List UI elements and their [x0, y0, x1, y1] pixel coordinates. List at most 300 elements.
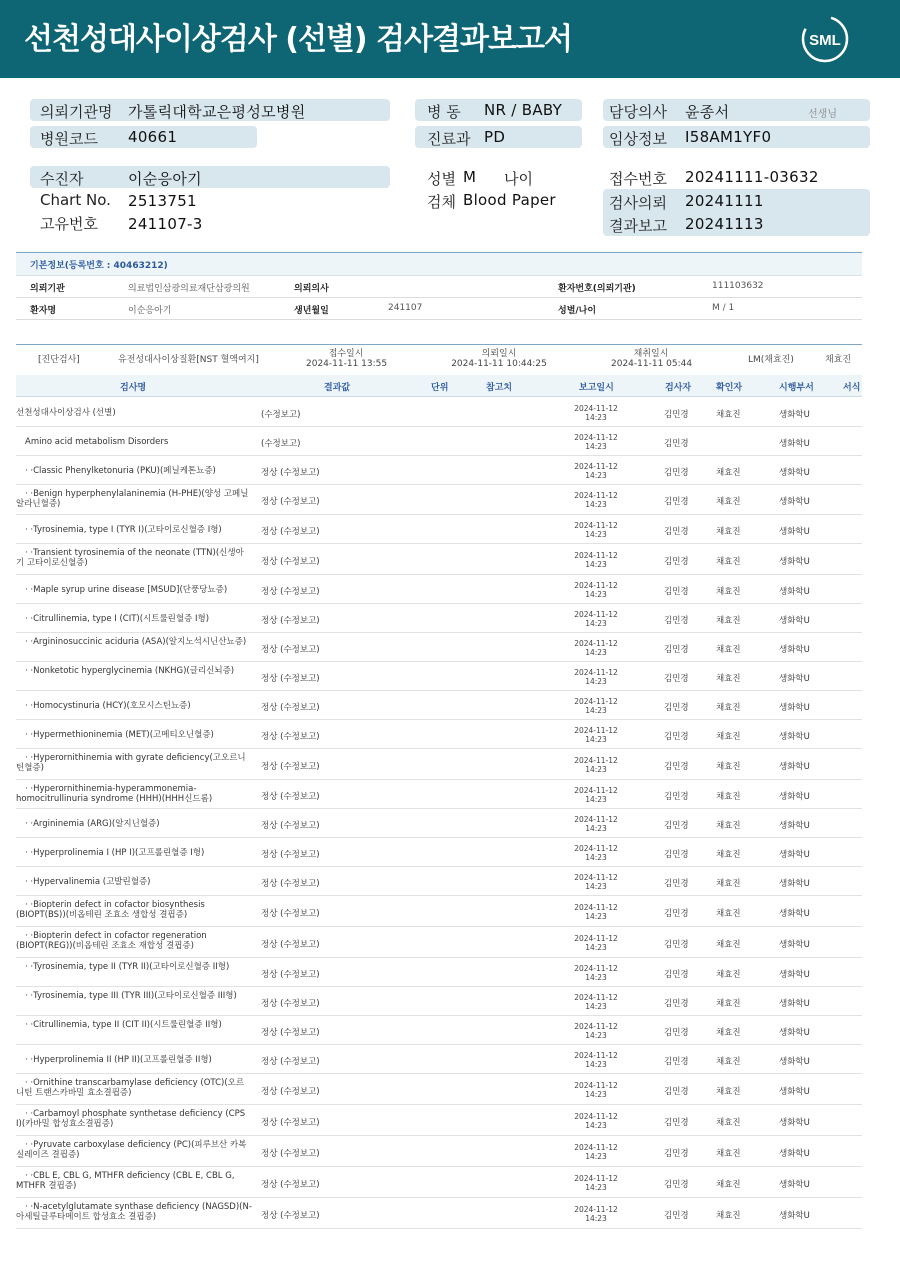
table-row [16, 485, 862, 515]
report-date: 2024-11-12 [574, 1022, 618, 1031]
department: 생화학U [779, 1118, 810, 1128]
tester: 김민경 [664, 527, 689, 537]
basic-value: 111103632 [712, 281, 764, 291]
report-date: 2024-11-12 [574, 726, 618, 735]
report-date: 2024-11-12 [574, 639, 618, 648]
test-name: Amino acid metabolism Disorders [25, 437, 169, 447]
report-date: 2024-11-12 [574, 521, 618, 530]
report-time: 14:23 [585, 442, 607, 451]
test-name: · ·Homocystinuria (HCY)(호모시스틴뇨증) [25, 701, 191, 711]
test-name: · ·Tyrosinemia, type III (TYR III)(고타이로신혈증 III형) [25, 991, 237, 1001]
diag-receipt-title: 접수일시 [328, 349, 364, 359]
table-row [16, 1045, 862, 1074]
department: 생화학U [779, 1211, 810, 1221]
doctor-suffix: 선생님 [808, 109, 837, 120]
confirmer: 채효진 [716, 1028, 741, 1038]
basic-value: 241107 [388, 303, 423, 313]
department: 생화학U [779, 970, 810, 980]
report-datetime [571, 786, 621, 804]
result-value: 정상 (수정보고) [261, 762, 320, 772]
tester: 김민경 [664, 587, 689, 597]
test-name: · ·Hypervalinemia (고발린혈증) [25, 877, 151, 887]
report-datetime [571, 1022, 621, 1040]
report-datetime [571, 903, 621, 921]
table-row [16, 927, 862, 958]
diagnostic-row [16, 344, 862, 374]
report-time: 14:23 [585, 973, 607, 982]
diag-label: [진단검사] [38, 355, 80, 365]
test-name: · ·Nonketotic hyperglycinemia (NKHG)(글리신뇌증) [25, 666, 235, 676]
report-date: 2024-11-12 [574, 903, 618, 912]
confirmer: 채효진 [716, 821, 741, 831]
diag-request [449, 349, 549, 369]
test-name: · ·Hyperornithinemia with gyrate deficiency(고오르니틴혈증) [16, 753, 246, 773]
basic-key: 환자명 [30, 306, 57, 316]
basic-key: 의뢰기관 [30, 284, 65, 294]
table-row [16, 1105, 862, 1136]
tester: 김민경 [664, 497, 689, 507]
report-time: 14:23 [585, 824, 607, 833]
basic-key: 생년월일 [294, 306, 329, 316]
department: 생화학U [779, 674, 810, 684]
result-value: 정상 (수정보고) [261, 940, 320, 950]
col-header: 시행부서 [779, 383, 814, 393]
department: 생화학U [779, 1087, 810, 1097]
result-value: 정상 (수정보고) [261, 1057, 320, 1067]
table-row [16, 1198, 862, 1229]
report-date: 2024-11-12 [574, 1081, 618, 1090]
test-name: · ·Tyrosinemia, type II (TYR II)(고타이로신혈증 II형) [25, 962, 230, 972]
confirmer: 채효진 [716, 732, 741, 742]
report-date: 2024-11-12 [574, 786, 618, 795]
report-title: 선천성대사이상검사 (선별) 검사결과보고서 [24, 22, 572, 57]
tester: 김민경 [664, 468, 689, 478]
test-name: · ·Transient tyrosinemia of the neonate (TTN)(신생아기 고타이로신혈증) [16, 548, 244, 568]
result-value: 정상 (수정보고) [261, 674, 320, 684]
diag-collect-value: 2024-11-11 05:44 [611, 359, 693, 369]
confirmer: 채효진 [716, 645, 741, 655]
basic-value: 의료법인삼광의료재단삼광의원 [128, 284, 250, 294]
patient-label: 수진자 [40, 170, 84, 188]
confirmer: 채효진 [716, 999, 741, 1009]
department: 생화학U [779, 557, 810, 567]
dept-value: PD [484, 128, 506, 146]
result-value: 정상 (수정보고) [261, 1211, 320, 1221]
report-time: 14:23 [585, 1121, 607, 1130]
table-row [16, 633, 862, 662]
department: 생화학U [779, 616, 810, 626]
hospital-label: 의뢰기관명 [40, 103, 113, 121]
result-value: (수정보고) [261, 439, 301, 449]
col-header: 검사자 [665, 383, 692, 393]
sex-value: M [463, 168, 477, 186]
confirmer: 채효진 [716, 616, 741, 626]
report-header [0, 0, 900, 78]
tester: 김민경 [664, 1087, 689, 1097]
tester: 김민경 [664, 1028, 689, 1038]
basic-info-title-bar [16, 252, 862, 276]
report-datetime [571, 462, 621, 480]
test-name: · ·Ornithine transcarbamylase deficiency (OTC)(오르니틴 트랜스카바밀 효소결핍증) [16, 1078, 245, 1098]
report-date: 2024-11-12 [574, 1051, 618, 1060]
report-datetime [571, 934, 621, 952]
diag-collect [611, 349, 691, 369]
clinical-value: I58AM1YF0 [685, 128, 772, 146]
tester: 김민경 [664, 1149, 689, 1159]
confirmer: 채효진 [716, 970, 741, 980]
diag-name: 유전성대사이상질환[NST 혈액여지] [118, 355, 259, 365]
confirmer: 채효진 [716, 879, 741, 889]
result-value: (수정보고) [261, 410, 301, 420]
receipt-label: 접수번호 [609, 170, 667, 188]
test-name: · ·Hyperornithinemia-hyperammonemia-homocitrullinuria syndrome (HHH)(HHH신드롬) [16, 784, 213, 804]
diag-receipt-value: 2024-11-11 13:55 [306, 359, 388, 369]
result-value: 정상 (수정보고) [261, 999, 320, 1009]
report-date: 2024-11-12 [574, 581, 618, 590]
report-time: 14:23 [585, 500, 607, 509]
confirmer: 채효진 [716, 850, 741, 860]
department: 생화학U [779, 439, 810, 449]
table-row [16, 427, 862, 456]
result-value: 정상 (수정보고) [261, 557, 320, 567]
report-date: 2024-11-12 [574, 815, 618, 824]
tester: 김민경 [664, 410, 689, 420]
tester: 김민경 [664, 439, 689, 449]
logo-text: SML [809, 32, 841, 49]
result-value: 정상 (수정보고) [261, 1149, 320, 1159]
table-row [16, 867, 862, 896]
basic-key: 의뢰의사 [294, 284, 329, 294]
report-date: 2024-11-12 [574, 462, 618, 471]
tester: 김민경 [664, 762, 689, 772]
confirmer: 채효진 [716, 940, 741, 950]
department: 생화학U [779, 879, 810, 889]
table-row [16, 544, 862, 575]
tester: 김민경 [664, 850, 689, 860]
diag-request-title: 의뢰일시 [481, 349, 517, 359]
confirmer: 채효진 [716, 527, 741, 537]
tester: 김민경 [664, 732, 689, 742]
test-name: · ·Biopterin defect in cofactor regeneration (BIOPT(REG))(비옵테린 조효소 재합성 결핍증) [16, 931, 207, 951]
report-time: 14:23 [585, 706, 607, 715]
report-value: 20241113 [685, 215, 764, 233]
report-time: 14:23 [585, 648, 607, 657]
table-row [16, 1074, 862, 1105]
department: 생화학U [779, 410, 810, 420]
tester: 김민경 [664, 1211, 689, 1221]
department: 생화학U [779, 587, 810, 597]
table-row [16, 604, 862, 633]
report-time: 14:23 [585, 677, 607, 686]
report-date: 2024-11-12 [574, 668, 618, 677]
basic-value: M / 1 [712, 303, 735, 313]
confirmer: 채효진 [716, 1087, 741, 1097]
result-value: 정상 (수정보고) [261, 850, 320, 860]
report-datetime [571, 844, 621, 862]
department: 생화학U [779, 468, 810, 478]
report-time: 14:23 [585, 560, 607, 569]
tester: 김민경 [664, 645, 689, 655]
department: 생화학U [779, 821, 810, 831]
request-label: 검사의뢰 [609, 194, 667, 212]
basic-info-title: 기본정보(등록번호 : 40463212) [30, 261, 168, 271]
result-value: 정상 (수정보고) [261, 792, 320, 802]
test-name: · ·Tyrosinemia, type I (TYR I)(고타이로신혈증 I형) [25, 525, 222, 535]
hospital-value: 가톨릭대학교은평성모병원 [128, 103, 306, 121]
department: 생화학U [779, 645, 810, 655]
report-datetime [571, 756, 621, 774]
chart-label: Chart No. [40, 191, 111, 209]
report-datetime [571, 1112, 621, 1130]
report-datetime [571, 1143, 621, 1161]
unique-label: 고유번호 [40, 215, 98, 233]
hospital-code-value: 40661 [128, 128, 178, 146]
report-time: 14:23 [585, 1002, 607, 1011]
report-datetime [571, 873, 621, 891]
report-datetime [571, 1081, 621, 1099]
result-value: 정상 (수정보고) [261, 1028, 320, 1038]
patient-value: 이순응아기 [128, 170, 202, 188]
report-time: 14:23 [585, 530, 607, 539]
report-date: 2024-11-12 [574, 1205, 618, 1214]
result-value: 정상 (수정보고) [261, 970, 320, 980]
report-date: 2024-11-12 [574, 844, 618, 853]
department: 생화학U [779, 940, 810, 950]
tester: 김민경 [664, 557, 689, 567]
tester: 김민경 [664, 703, 689, 713]
confirmer: 채효진 [716, 674, 741, 684]
report-datetime [571, 964, 621, 982]
report-date: 2024-11-12 [574, 610, 618, 619]
col-header: 참고치 [486, 383, 513, 393]
report-date: 2024-11-12 [574, 491, 618, 500]
tester: 김민경 [664, 999, 689, 1009]
table-row [16, 1016, 862, 1045]
test-name: · ·Maple syrup urine disease [MSUD](단풍당뇨증) [25, 585, 228, 595]
confirmer: 채효진 [716, 909, 741, 919]
table-row [16, 958, 862, 987]
report-time: 14:23 [585, 1214, 607, 1223]
report-date: 2024-11-12 [574, 1174, 618, 1183]
report-date: 2024-11-12 [574, 964, 618, 973]
test-name: · ·Argininosuccinic aciduria (ASA)(알지노석시닌산뇨증) [25, 637, 247, 647]
report-time: 14:23 [585, 795, 607, 804]
confirmer: 채효진 [716, 1057, 741, 1067]
test-name: · ·Biopterin defect in cofactor biosynthesis (BIOPT(BS))(비옵테린 조효소 생합성 결핍증) [16, 900, 205, 920]
report-datetime [571, 551, 621, 569]
report-datetime [571, 668, 621, 686]
result-value: 정상 (수정보고) [261, 468, 320, 478]
table-row [16, 691, 862, 720]
report-time: 14:23 [585, 619, 607, 628]
report-datetime [571, 993, 621, 1011]
doctor-value: 윤종서 [685, 103, 730, 121]
test-name: · ·CBL E, CBL G, MTHFR deficiency (CBL E, CBL G, MTHFR 결핍증) [16, 1171, 235, 1191]
confirmer: 채효진 [716, 557, 741, 567]
confirmer: 채효진 [716, 1149, 741, 1159]
department: 생화학U [779, 850, 810, 860]
ward-label: 병 동 [427, 103, 461, 121]
patient-pill [30, 166, 390, 188]
report-date: 2024-11-12 [574, 873, 618, 882]
report-time: 14:23 [585, 912, 607, 921]
table-row [16, 780, 862, 809]
diag-receipt [306, 349, 386, 369]
col-header: 서식 [843, 383, 861, 393]
tester: 김민경 [664, 879, 689, 889]
report-datetime [571, 815, 621, 833]
department: 생화학U [779, 1149, 810, 1159]
report-datetime [571, 610, 621, 628]
tester: 김민경 [664, 1118, 689, 1128]
test-name: · ·Citrullinemia, type I (CIT)(시트룰린혈증 I형) [25, 614, 210, 624]
diag-request-value: 2024-11-11 10:44:25 [451, 359, 547, 369]
table-row [16, 838, 862, 867]
test-name: · ·Hyperprolinemia II (HP II)(고프롤린혈증 II형) [25, 1055, 212, 1065]
test-name: · ·N-acetylglutamate synthase deficiency (NAGSD)(N-아세틸글루타메이트 합성효소 결핍증) [16, 1202, 252, 1222]
test-name: · ·Argininemia (ARG)(알지닌혈증) [25, 819, 160, 829]
report-date: 2024-11-12 [574, 756, 618, 765]
test-name: · ·Citrullinemia, type II (CIT II)(시트룰린혈증 II형) [25, 1020, 222, 1030]
report-date: 2024-11-12 [574, 993, 618, 1002]
test-name: · ·Hyperprolinemia I (HP I)(고프롤린혈증 I형) [25, 848, 205, 858]
confirmer: 채효진 [716, 1180, 741, 1190]
report-date: 2024-11-12 [574, 551, 618, 560]
department: 생화학U [779, 762, 810, 772]
result-value: 정상 (수정보고) [261, 1180, 320, 1190]
basic-value: 이순응아기 [128, 306, 172, 316]
doctor-label: 담당의사 [609, 103, 667, 121]
unique-value: 241107-3 [128, 215, 203, 233]
tester: 김민경 [664, 1180, 689, 1190]
result-value: 정상 (수정보고) [261, 527, 320, 537]
table-row [16, 456, 862, 485]
report-time: 14:23 [585, 735, 607, 744]
confirmer: 채효진 [716, 1211, 741, 1221]
specimen-label: 검체 [427, 193, 456, 211]
col-header: 단위 [431, 383, 449, 393]
result-value: 정상 (수정보고) [261, 732, 320, 742]
request-value: 20241111 [685, 192, 764, 210]
test-name: · ·Classic Phenylketonuria (PKU)(페닐케톤뇨증) [25, 466, 216, 476]
tester: 김민경 [664, 970, 689, 980]
confirmer: 채효진 [716, 468, 741, 478]
confirmer: 채효진 [716, 703, 741, 713]
basic-info-row [16, 298, 862, 320]
department: 생화학U [779, 792, 810, 802]
specimen-value: Blood Paper [463, 191, 556, 209]
department: 생화학U [779, 732, 810, 742]
ward-value: NR / BABY [484, 101, 563, 119]
result-value: 정상 (수정보고) [261, 1087, 320, 1097]
report-time: 14:23 [585, 1090, 607, 1099]
test-name: · ·Hypermethioninemia (MET)(고메티오닌혈증) [25, 730, 214, 740]
report-time: 14:23 [585, 882, 607, 891]
table-row [16, 809, 862, 838]
table-row [16, 720, 862, 749]
diag-collect-title: 채취일시 [633, 349, 669, 359]
col-header: 보고일시 [579, 383, 614, 393]
report-datetime [571, 433, 621, 451]
report-time: 14:23 [585, 1152, 607, 1161]
hospital-code-label: 병원코드 [40, 130, 98, 148]
tester: 김민경 [664, 909, 689, 919]
report-datetime [571, 1051, 621, 1069]
sex-label: 성별 [427, 170, 456, 188]
result-value: 정상 (수정보고) [261, 497, 320, 507]
result-value: 정상 (수정보고) [261, 909, 320, 919]
tester: 김민경 [664, 1057, 689, 1067]
report-datetime [571, 521, 621, 539]
tester: 김민경 [664, 674, 689, 684]
result-value: 정상 (수정보고) [261, 587, 320, 597]
age-label: 나이 [504, 170, 533, 188]
report-date: 2024-11-12 [574, 1143, 618, 1152]
report-date: 2024-11-12 [574, 1112, 618, 1121]
report-date: 2024-11-12 [574, 697, 618, 706]
table-row [16, 662, 862, 691]
report-datetime [571, 491, 621, 509]
report-date: 2024-11-12 [574, 433, 618, 442]
report-datetime [571, 581, 621, 599]
table-row [16, 896, 862, 927]
confirmer: 채효진 [716, 762, 741, 772]
basic-key: 환자번호(의뢰기관) [558, 284, 636, 294]
test-name: · ·Carbamoyl phosphate synthetase deficiency (CPS I)(카바밀 합성효소결핍증) [16, 1109, 246, 1129]
table-row [16, 575, 862, 604]
tester: 김민경 [664, 616, 689, 626]
report-datetime [571, 639, 621, 657]
col-header: 검사명 [120, 383, 147, 393]
test-name: 선천성대사이상검사 (선별) [16, 408, 116, 418]
department: 생화학U [779, 999, 810, 1009]
report-datetime [571, 697, 621, 715]
receipt-value: 20241111-03632 [685, 168, 819, 186]
report-time: 14:23 [585, 853, 607, 862]
report-time: 14:23 [585, 1031, 607, 1040]
table-row [16, 398, 862, 427]
tester: 김민경 [664, 940, 689, 950]
result-value: 정상 (수정보고) [261, 821, 320, 831]
table-row [16, 1136, 862, 1167]
report-time: 14:23 [585, 413, 607, 422]
department: 생화학U [779, 909, 810, 919]
result-value: 정상 (수정보고) [261, 1118, 320, 1128]
result-value: 정상 (수정보고) [261, 616, 320, 626]
confirmer: 채효진 [716, 410, 741, 420]
table-row [16, 749, 862, 780]
report-datetime [571, 1174, 621, 1192]
tester: 김민경 [664, 821, 689, 831]
basic-info-row [16, 276, 862, 298]
department: 생화학U [779, 497, 810, 507]
report-time: 14:23 [585, 765, 607, 774]
results-table-header [16, 375, 862, 397]
report-datetime [571, 404, 621, 422]
confirmer: 채효진 [716, 792, 741, 802]
confirmer: 채효진 [716, 1118, 741, 1128]
tester: 김민경 [664, 792, 689, 802]
basic-key: 성별/나이 [558, 306, 597, 316]
confirmer: 채효진 [716, 587, 741, 597]
department: 생화학U [779, 1028, 810, 1038]
sml-logo [800, 14, 850, 64]
result-value: 정상 (수정보고) [261, 879, 320, 889]
result-value: 정상 (수정보고) [261, 645, 320, 655]
department: 생화학U [779, 527, 810, 537]
test-name: · ·Benign hyperphenylalaninemia (H-PHE)(양성 고페닐알라닌혈증) [16, 489, 249, 509]
report-time: 14:23 [585, 590, 607, 599]
